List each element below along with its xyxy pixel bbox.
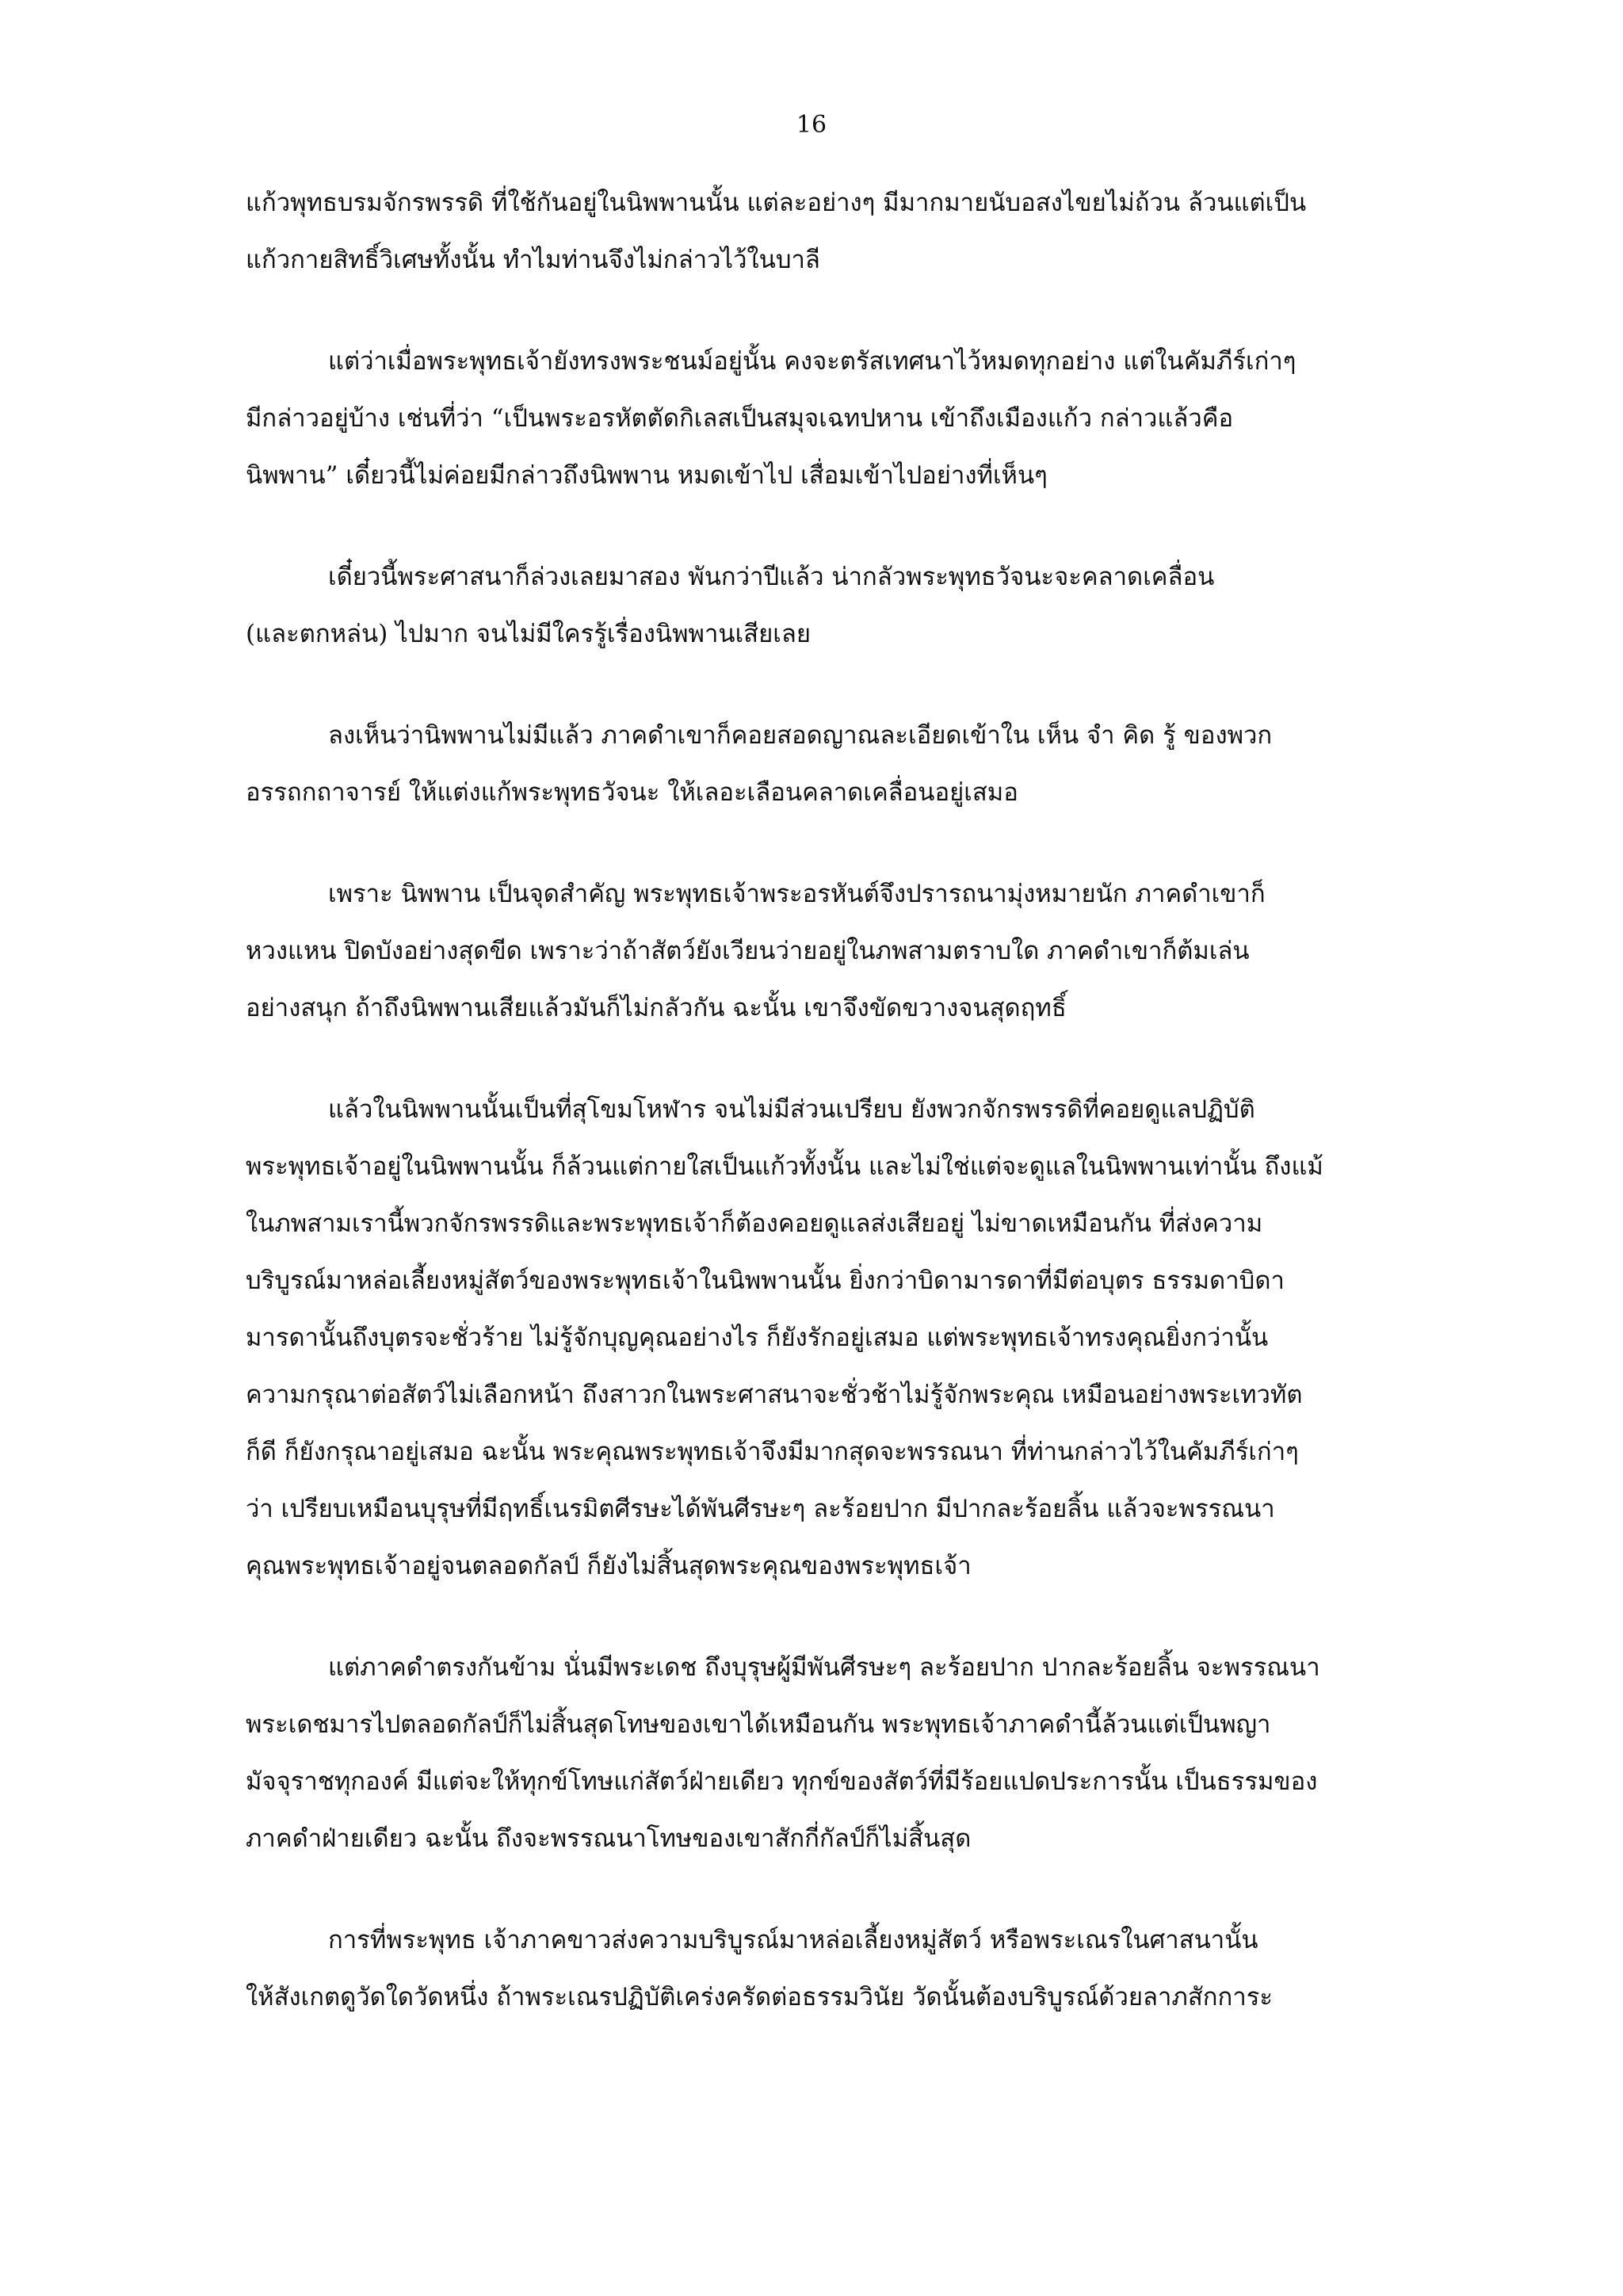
- text-line: (และตกหล่น) ไปมาก จนไม่มีใครรู้เรื่องนิพพานเสียเลย: [246, 620, 812, 648]
- text-line: ในภพสามเรานี้พวกจักรพรรดิและพระพุทธเจ้าก็ต้องคอยดูแลส่งเสียอยู่ ไม่ขาดเหมือนกัน ที่ส่งความ: [246, 1209, 1263, 1238]
- text-line: พระพุทธเจ้าอยู่ในนิพพานนั้น ก็ล้วนแต่กายใสเป็นแก้วทั้งนั้น และไม่ใช่แต่จะดูแลในนิพพานเท่านั้น ถึงแม้: [246, 1152, 1323, 1181]
- text-line: นิพพาน” เดี๋ยวนี้ไม่ค่อยมีกล่าวถึงนิพพาน หมดเข้าไป เสื่อมเข้าไปอย่างที่เห็นๆ: [246, 461, 1048, 490]
- text-line: แต่ว่าเมื่อพระพุทธเจ้ายังทรงพระชนม์อยู่นั้น คงจะตรัสเทศนาไว้หมดทุกอย่าง แต่ในคัมภีร์เก่าๆ: [328, 347, 1296, 376]
- paragraph: [246, 174, 1482, 288]
- text-line: มัจจุราชทุกองค์ มีแต่จะให้ทุกข์โทษแก่สัตว์ฝ่ายเดียว ทุกข์ของสัตว์ที่มีร้อยแปดประการนั้น เป็นธรรมของ: [246, 1767, 1318, 1796]
- document-body: [246, 174, 1482, 2070]
- paragraph: [246, 1081, 1482, 1595]
- text-line: แต่ภาคดำตรงกันข้าม นั่นมีพระเดช ถึงบุรุษผู้มีพันศีรษะๆ ละร้อยปาก ปากละร้อยลิ้น จะพรรณนา: [328, 1653, 1320, 1682]
- text-line: เพราะ นิพพาน เป็นจุดสำคัญ พระพุทธเจ้าพระอรหันต์จึงปรารถนามุ่งหมายนัก ภาคดำเขาก็: [328, 880, 1266, 908]
- text-line: ลงเห็นว่านิพพานไม่มีแล้ว ภาคดำเขาก็คอยสอดญาณละเอียดเข้าใน เห็น จำ คิด รู้ ของพวก: [328, 721, 1273, 750]
- text-line: แก้วกายสิทธิ์วิเศษทั้งนั้น ทำไมท่านจึงไม่กล่าวไว้ในบาลี: [246, 246, 820, 274]
- text-line: อย่างสนุก ถ้าถึงนิพพานเสียแล้วมันก็ไม่กลัวกัน ฉะนั้น เขาจึงขัดขวางจนสุดฤทธิ์: [246, 994, 1067, 1022]
- paragraph: [246, 1639, 1482, 1867]
- text-line: ก็ดี ก็ยังกรุณาอยู่เสมอ ฉะนั้น พระคุณพระพุทธเจ้าจึงมีมากสุดจะพรรณนา ที่ท่านกล่าวไว้ในคัมภีร์เก่าๆ: [246, 1438, 1299, 1466]
- text-line: มีกล่าวอยู่บ้าง เช่นที่ว่า “เป็นพระอรหัตตัดกิเลสเป็นสมุจเฉทปหาน เข้าถึงเมืองแก้ว กล่าวแล้วคือ: [246, 404, 1234, 433]
- paragraph: [246, 333, 1482, 504]
- text-line: ความกรุณาต่อสัตว์ไม่เลือกหน้า ถึงสาวกในพระศาสนาจะชั่วช้าไม่รู้จักพระคุณ เหมือนอย่างพระเทวทัต: [246, 1381, 1303, 1409]
- text-line: แล้วในนิพพานนั้นเป็นที่สุโขมโหฬาร จนไม่มีส่วนเปรียบ ยังพวกจักรพรรดิที่คอยดูแลปฏิบัติ: [328, 1095, 1255, 1124]
- text-line: การที่พระพุทธ เจ้าภาคขาวส่งความบริบูรณ์มาหล่อเลี้ยงหมู่สัตว์ หรือพระเณรในศาสนานั้น: [328, 1926, 1258, 1954]
- text-line: ว่า เปรียบเหมือนบุรุษที่มีฤทธิ์เนรมิตศีรษะได้พันศีรษะๆ ละร้อยปาก มีปากละร้อยลิ้น แล้วจะพรรณนา: [246, 1495, 1275, 1523]
- paragraph: [246, 548, 1482, 663]
- text-line: คุณพระพุทธเจ้าอยู่จนตลอดกัลป์ ก็ยังไม่สิ้นสุดพระคุณของพระพุทธเจ้า: [246, 1552, 972, 1580]
- paragraph: [246, 707, 1482, 821]
- paragraph: [246, 1912, 1482, 2026]
- text-line: ให้สังเกตดูวัดใดวัดหนึ่ง ถ้าพระเณรปฏิบัติเคร่งครัดต่อธรรมวินัย วัดนั้นต้องบริบูรณ์ด้วยลาภสักการะ: [246, 1983, 1274, 2011]
- text-line: อรรถกถาจารย์ ให้แต่งแก้พระพุทธวัจนะ ให้เลอะเลือนคลาดเคลื่อนอยู่เสมอ: [246, 778, 1018, 807]
- text-line: พระเดชมารไปตลอดกัลป์ก็ไม่สิ้นสุดโทษของเขาได้เหมือนกัน พระพุทธเจ้าภาคดำนี้ล้วนแต่เป็นพญา: [246, 1710, 1271, 1739]
- text-line: บริบูรณ์มาหล่อเลี้ยงหมู่สัตว์ของพระพุทธเจ้าในนิพพานนั้น ยิ่งกว่าบิดามารดาที่มีต่อบุตร ธรรมดาบิดา: [246, 1266, 1285, 1295]
- text-line: หวงแหน ปิดบังอย่างสุดขีด เพราะว่าถ้าสัตว์ยังเวียนว่ายอยู่ในภพสามตราบใด ภาคดำเขาก็ต้มเล่น: [246, 937, 1250, 965]
- page-number: 16: [796, 111, 827, 139]
- text-line: มารดานั้นถึงบุตรจะชั่วร้าย ไม่รู้จักบุญคุณอย่างไร ก็ยังรักอยู่เสมอ แต่พระพุทธเจ้าทรงคุณยิ่งกว่านั้น: [246, 1324, 1269, 1352]
- text-line: แก้วพุทธบรมจักรพรรดิ ที่ใช้กันอยู่ในนิพพานนั้น แต่ละอย่างๆ มีมากมายนับอสงไขยไม่ถ้วน ล้วนแต่เป็น: [246, 189, 1307, 217]
- text-line: ภาคดำฝ่ายเดียว ฉะนั้น ถึงจะพรรณนาโทษของเขาสักกี่กัลป์ก็ไม่สิ้นสุด: [246, 1824, 972, 1853]
- paragraph: [246, 865, 1482, 1037]
- text-line: เดี๋ยวนี้พระศาสนาก็ล่วงเลยมาสอง พันกว่าปีแล้ว น่ากลัวพระพุทธวัจนะจะคลาดเคลื่อน: [328, 563, 1215, 591]
